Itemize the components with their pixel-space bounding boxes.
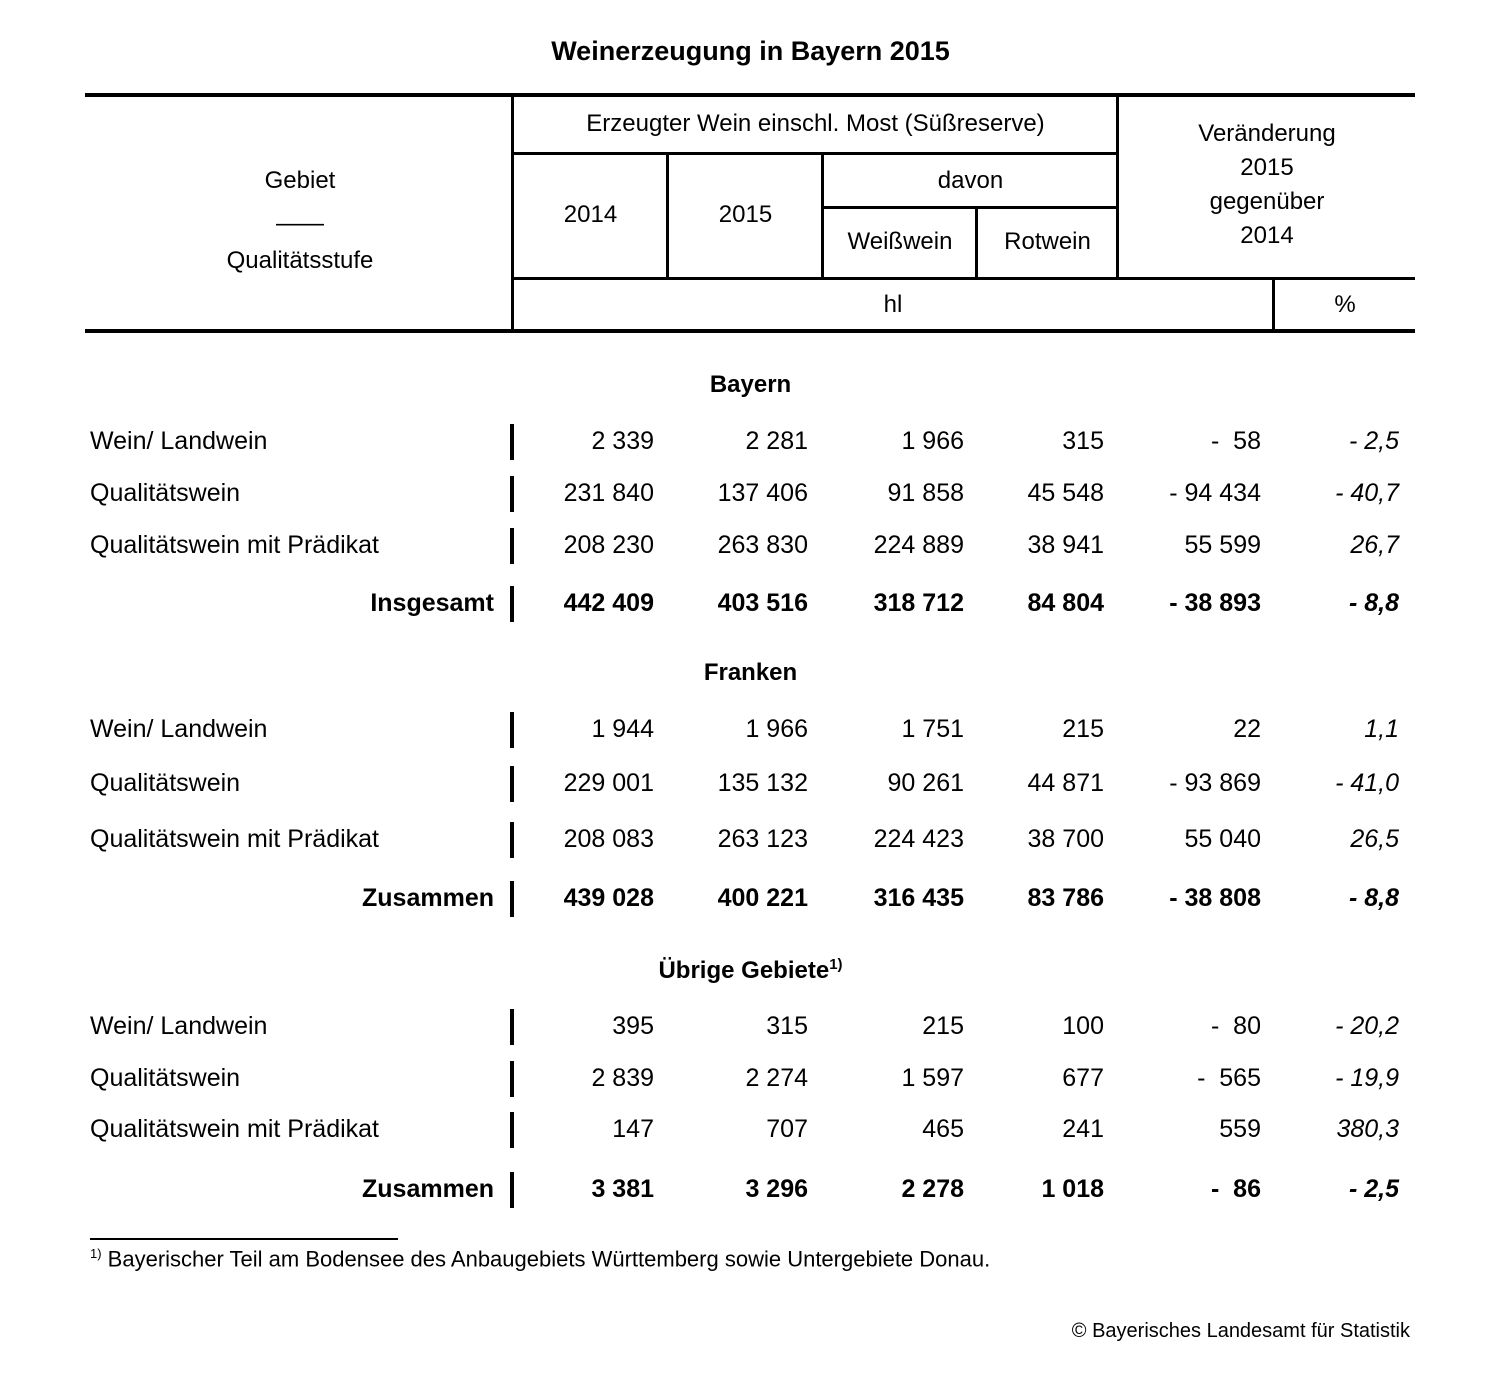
section-heading-uebrige-gebiete: Übrige Gebiete$^{1)}$	[658, 956, 843, 984]
cell-2014: 442 409	[563, 589, 654, 617]
row-separator	[510, 476, 514, 512]
cell-rotwein: 1 018	[1041, 1175, 1104, 1203]
cell-rotwein: 38 941	[1027, 531, 1104, 559]
cell-percent: 26,5	[1350, 825, 1399, 853]
cell-weisswein: 465	[922, 1115, 964, 1143]
cell-percent: - 19,9	[1335, 1064, 1399, 1092]
cell-diff: - 93 869	[1169, 769, 1261, 797]
cell-2015: 2 274	[745, 1064, 808, 1092]
footnote-text: Bayerischer Teil am Bodensee des Anbaugebiets Württemberg sowie Untergebiete Donau.	[101, 1246, 991, 1272]
row-separator	[510, 1172, 514, 1208]
row-label: Qualitätswein mit Prädikat	[90, 825, 380, 853]
cell-2014: 2 839	[591, 1064, 654, 1092]
section-heading-franken: Franken	[703, 659, 798, 686]
row-label-total: Zusammen	[362, 884, 494, 912]
row-separator	[510, 1061, 514, 1097]
cell-diff: 22	[1233, 715, 1261, 743]
header-veraenderung-line: Veränderung	[1198, 120, 1336, 147]
header-veraenderung-line: gegenüber	[1209, 188, 1325, 215]
row-label: Qualitätswein	[90, 1064, 241, 1092]
cell-rotwein: 84 804	[1027, 589, 1104, 617]
cell-percent: - 8,8	[1348, 589, 1399, 617]
row-separator	[510, 586, 514, 622]
row-separator	[510, 1009, 514, 1045]
cell-weisswein: 91 858	[887, 479, 964, 507]
row-label-total: Zusammen	[362, 1175, 494, 1203]
cell-diff: - 58	[1210, 427, 1261, 455]
cell-2014: 2 339	[591, 427, 654, 455]
cell-rotwein: 38 700	[1027, 825, 1104, 853]
footnote-rule	[90, 1238, 398, 1240]
cell-weisswein: 1 751	[901, 715, 964, 743]
header-unit-percent: %	[1334, 291, 1356, 318]
cell-2015: 135 132	[717, 769, 808, 797]
cell-diff: - 565	[1197, 1064, 1261, 1092]
row-label: Wein/ Landwein	[90, 427, 268, 455]
header-weisswein: Weißwein	[847, 228, 953, 255]
row-label: Qualitätswein	[90, 769, 241, 797]
cell-weisswein: 215	[922, 1012, 964, 1040]
cell-diff: - 38 808	[1169, 884, 1261, 912]
cell-diff: - 86	[1210, 1175, 1261, 1203]
cell-rotwein: 83 786	[1027, 884, 1104, 912]
header-erzeugter-wein: Erzeugter Wein einschl. Most (Süßreserve)	[586, 110, 1045, 137]
header-davon: davon	[937, 167, 1004, 194]
cell-rotwein: 241	[1062, 1115, 1104, 1143]
cell-diff: - 38 893	[1169, 589, 1261, 617]
cell-percent: 26,7	[1350, 531, 1399, 559]
cell-2015: 707	[766, 1115, 808, 1143]
cell-weisswein: 1 966	[901, 427, 964, 455]
cell-diff: - 80	[1210, 1012, 1261, 1040]
cell-2015: 2 281	[745, 427, 808, 455]
row-separator	[510, 528, 514, 564]
header-qualitaetsstufe: Qualitätsstufe	[226, 247, 374, 274]
cell-rotwein: 44 871	[1027, 769, 1104, 797]
row-label: Qualitätswein mit Prädikat	[90, 531, 380, 559]
cell-percent: - 2,5	[1348, 427, 1399, 455]
header-rotwein: Rotwein	[1004, 228, 1091, 255]
header-veraenderung	[1119, 117, 1415, 253]
cell-2014: 1 944	[591, 715, 654, 743]
cell-percent: - 8,8	[1348, 884, 1399, 912]
cell-weisswein: 224 423	[873, 825, 964, 853]
cell-weisswein: 224 889	[873, 531, 964, 559]
row-label: Qualitätswein	[90, 479, 241, 507]
header-divider	[512, 277, 1415, 280]
row-separator	[510, 1112, 514, 1148]
cell-2014: 395	[612, 1012, 654, 1040]
cell-2015: 263 830	[717, 531, 808, 559]
cell-rotwein: 215	[1062, 715, 1104, 743]
cell-2014: 229 001	[563, 769, 654, 797]
cell-2014: 147	[612, 1115, 654, 1143]
cell-diff: 55 599	[1184, 531, 1261, 559]
row-label: Wein/ Landwein	[90, 715, 268, 743]
cell-2015: 1 966	[745, 715, 808, 743]
header-divider	[512, 152, 1118, 155]
row-label-total: Insgesamt	[370, 589, 494, 617]
cell-rotwein: 315	[1062, 427, 1104, 455]
cell-percent: - 41,0	[1335, 769, 1399, 797]
header-year-2015: 2015	[718, 201, 773, 228]
row-separator	[510, 712, 514, 748]
header-veraenderung-line: 2014	[1240, 222, 1294, 249]
row-separator	[510, 424, 514, 460]
cell-2014: 208 083	[563, 825, 654, 853]
row-separator	[510, 822, 514, 858]
cell-percent: - 40,7	[1335, 479, 1399, 507]
cell-2015: 400 221	[717, 884, 808, 912]
cell-percent: 1,1	[1364, 715, 1399, 743]
cell-2015: 3 296	[745, 1175, 808, 1203]
footnote-marker: 1)	[90, 1246, 102, 1261]
cell-weisswein: 318 712	[873, 589, 964, 617]
header-unit-hl: hl	[883, 291, 903, 318]
cell-rotwein: 100	[1062, 1012, 1104, 1040]
cell-2015: 403 516	[717, 589, 808, 617]
cell-percent: 380,3	[1336, 1115, 1399, 1143]
section-heading-bayern: Bayern	[709, 371, 792, 398]
cell-2014: 231 840	[563, 479, 654, 507]
header-veraenderung-line: 2015	[1240, 154, 1294, 181]
row-separator	[510, 881, 514, 917]
footnote-ref: 1)	[829, 956, 843, 973]
header-divider	[822, 206, 1118, 209]
cell-diff: - 94 434	[1169, 479, 1261, 507]
cell-rotwein: 677	[1062, 1064, 1104, 1092]
cell-diff: 55 040	[1184, 825, 1261, 853]
row-label: Wein/ Landwein	[90, 1012, 268, 1040]
header-dash: ——	[276, 210, 324, 237]
header-top-rule	[85, 93, 1415, 97]
copyright-notice: © Bayerisches Landesamt für Statistik	[1071, 1320, 1410, 1342]
cell-2015: 263 123	[717, 825, 808, 853]
cell-rotwein: 45 548	[1027, 479, 1104, 507]
header-gebiet: Gebiet	[264, 167, 336, 194]
cell-2015: 315	[766, 1012, 808, 1040]
cell-2014: 439 028	[563, 884, 654, 912]
row-label: Qualitätswein mit Prädikat	[90, 1115, 380, 1143]
cell-2014: 3 381	[591, 1175, 654, 1203]
header-bottom-rule	[85, 329, 1415, 333]
cell-weisswein: 316 435	[873, 884, 964, 912]
cell-percent: - 20,2	[1335, 1012, 1399, 1040]
cell-weisswein: 2 278	[901, 1175, 964, 1203]
cell-weisswein: 1 597	[901, 1064, 964, 1092]
cell-weisswein: 90 261	[887, 769, 964, 797]
cell-2015: 137 406	[717, 479, 808, 507]
cell-diff: 559	[1219, 1115, 1261, 1143]
footnote	[90, 1246, 990, 1272]
cell-2014: 208 230	[563, 531, 654, 559]
page-title: Weinerzeugung in Bayern 2015	[551, 36, 950, 66]
header-year-2014: 2014	[563, 201, 618, 228]
row-separator	[510, 766, 514, 802]
cell-percent: - 2,5	[1348, 1175, 1399, 1203]
